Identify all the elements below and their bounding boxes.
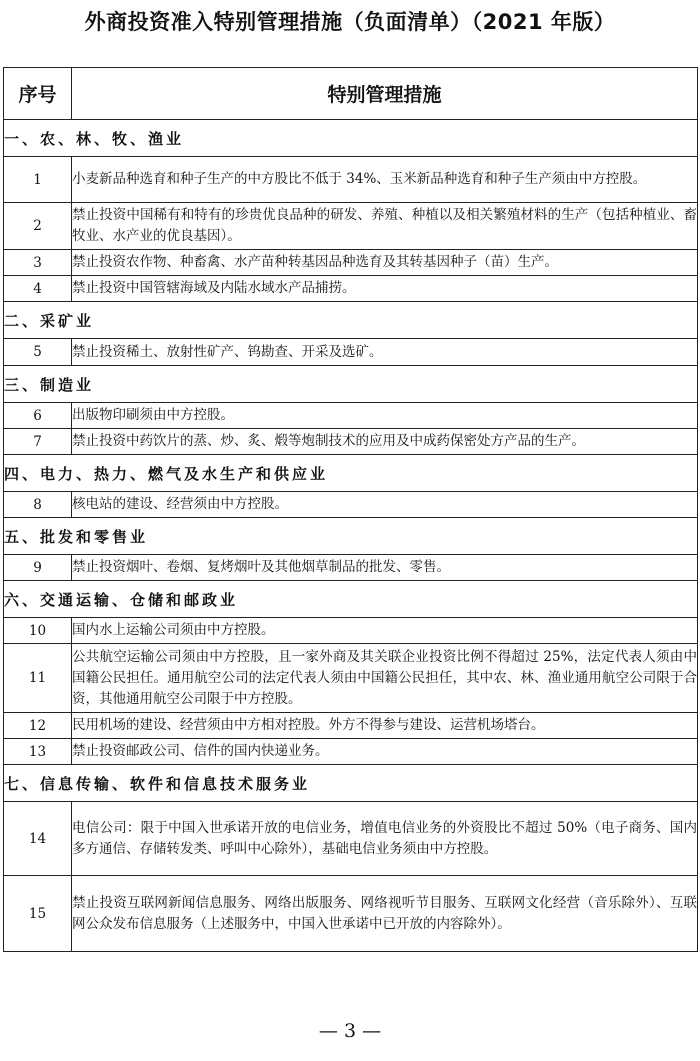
row-measure: 禁止投资中国稀有和特有的珍贵优良品种的研发、养殖、种植以及相关繁殖材料的生产（包括种植业、畜牧业、水产业的优良基因）。 — [72, 203, 698, 250]
negative-list-table — [3, 67, 698, 952]
row-number: 15 — [4, 876, 72, 952]
row-measure: 禁止投资稀土、放射性矿产、钨勘查、开采及选矿。 — [72, 339, 698, 366]
row-measure: 出版物印刷须由中方控股。 — [72, 403, 698, 429]
row-measure: 禁止投资互联网新闻信息服务、网络出版服务、网络视听节目服务、互联网文化经营（音乐除外）、互联网公众发布信息服务（上述服务中，中国入世承诺中已开放的内容除外）。 — [72, 876, 698, 952]
section-title-agriculture: 一、农、林、牧、渔业 — [4, 120, 698, 157]
section-title-manufacturing: 三、制造业 — [4, 366, 698, 403]
table-row — [4, 429, 698, 455]
table-row — [4, 403, 698, 429]
row-measure: 小麦新品种选育和种子生产的中方股比不低于 34%、玉米新品种选育和种子生产须由中方控股。 — [72, 157, 698, 203]
row-number: 1 — [4, 157, 72, 203]
row-number: 9 — [4, 555, 72, 581]
table-row — [4, 203, 698, 250]
section-title-transport: 六、交通运输、仓储和邮政业 — [4, 581, 698, 618]
section-row — [4, 581, 698, 618]
section-title-wholesale-retail: 五、批发和零售业 — [4, 518, 698, 555]
table-row — [4, 644, 698, 713]
row-measure: 禁止投资邮政公司、信件的国内快递业务。 — [72, 739, 698, 765]
section-row — [4, 366, 698, 403]
table-row — [4, 739, 698, 765]
section-title-information-tech: 七、信息传输、软件和信息技术服务业 — [4, 765, 698, 802]
row-measure: 禁止投资烟叶、卷烟、复烤烟叶及其他烟草制品的批发、零售。 — [72, 555, 698, 581]
header-serial-number: 序号 — [4, 68, 72, 120]
row-measure: 核电站的建设、经营须由中方控股。 — [72, 492, 698, 518]
row-measure: 电信公司：限于中国入世承诺开放的电信业务，增值电信业务的外资股比不超过 50%（电子商务、国内多方通信、存储转发类、呼叫中心除外），基础电信业务须由中方控股。 — [72, 802, 698, 876]
table-row — [4, 157, 698, 203]
section-row — [4, 518, 698, 555]
row-number: 14 — [4, 802, 72, 876]
row-measure: 禁止投资中国管辖海域及内陆水域水产品捕捞。 — [72, 276, 698, 302]
row-number: 8 — [4, 492, 72, 518]
table-row — [4, 713, 698, 739]
section-title-mining: 二、采矿业 — [4, 302, 698, 339]
page-title: 外商投资准入特别管理措施（负面清单）（2021 年版） — [84, 10, 616, 34]
row-number: 6 — [4, 403, 72, 429]
table-row — [4, 802, 698, 876]
row-number: 11 — [4, 644, 72, 713]
section-title-utilities: 四、电力、热力、燃气及水生产和供应业 — [4, 455, 698, 492]
row-number: 12 — [4, 713, 72, 739]
table-row — [4, 339, 698, 366]
table-row — [4, 492, 698, 518]
row-number: 5 — [4, 339, 72, 366]
table-row — [4, 276, 698, 302]
section-row — [4, 120, 698, 157]
row-measure: 民用机场的建设、经营须由中方相对控股。外方不得参与建设、运营机场塔台。 — [72, 713, 698, 739]
table-row — [4, 876, 698, 952]
row-number: 2 — [4, 203, 72, 250]
table-header-row — [4, 68, 698, 120]
row-number: 13 — [4, 739, 72, 765]
row-measure: 国内水上运输公司须由中方控股。 — [72, 618, 698, 644]
table-row — [4, 618, 698, 644]
row-number: 4 — [4, 276, 72, 302]
table-row — [4, 250, 698, 276]
header-special-measures: 特别管理措施 — [72, 68, 698, 120]
row-number: 10 — [4, 618, 72, 644]
row-measure: 禁止投资农作物、种畜禽、水产苗种转基因品种选育及其转基因种子（苗）生产。 — [72, 250, 698, 276]
row-number: 7 — [4, 429, 72, 455]
page-number: — 3 — — [318, 1020, 382, 1042]
section-row — [4, 455, 698, 492]
row-measure: 公共航空运输公司须由中方控股，且一家外商及其关联企业投资比例不得超过 25%，法定代表人须由中国籍公民担任。通用航空公司的法定代表人须由中国籍公民担任，其中农、林、渔业通用航空公司限于合资，其他通用航空公司限于中方控股。 — [72, 644, 698, 713]
table-row — [4, 555, 698, 581]
row-number: 3 — [4, 250, 72, 276]
section-row — [4, 302, 698, 339]
row-measure: 禁止投资中药饮片的蒸、炒、炙、煅等炮制技术的应用及中成药保密处方产品的生产。 — [72, 429, 698, 455]
section-row — [4, 765, 698, 802]
